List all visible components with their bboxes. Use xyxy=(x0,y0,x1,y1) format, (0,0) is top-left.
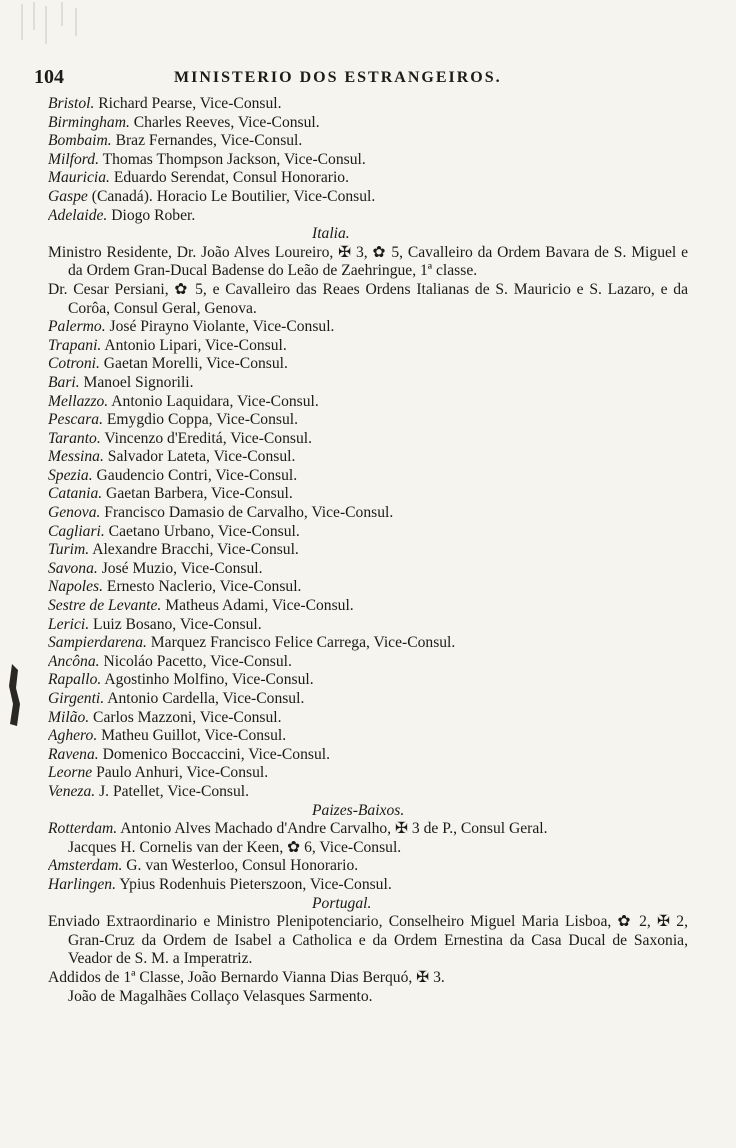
list-item: Savona. José Muzio, Vice-Consul. xyxy=(48,559,263,577)
list-item: Pescara. Emygdio Coppa, Vice-Consul. xyxy=(48,411,298,429)
ministro-paragraph: Ministro Residente, Dr. João Alves Loureiro, ✠ 3, ✿ 5, Cavalleiro da Ordem Bavara de S. Miguel e da Ordem Gran-Ducal Badense do Leão de Zaehringue, 1ª classe. xyxy=(48,243,688,280)
list-item: Turim. Alexandre Bracchi, Vice-Consul. xyxy=(48,541,299,559)
list-item: Genova. Francisco Damasio de Carvalho, Vice-Consul. xyxy=(48,504,394,522)
list-item: Sestre de Levante. Matheus Adami, Vice-Consul. xyxy=(48,597,354,615)
list-item: Rapallo. Agostinho Molfino, Vice-Consul. xyxy=(48,671,314,689)
list-item: Sampierdarena. Marquez Francisco Felice Carrega, Vice-Consul. xyxy=(48,634,456,652)
list-item: Veneza. J. Patellet, Vice-Consul. xyxy=(48,782,250,800)
list-item: Palermo. José Pirayno Violante, Vice-Consul. xyxy=(48,318,335,336)
list-item: Lerici. Luiz Bosano, Vice-Consul. xyxy=(48,615,262,633)
rotterdam-entry: Rotterdam. Antonio Alves Machado d'Andre Carvalho, ✠ 3 de P., Consul Geral. xyxy=(48,820,548,838)
consul-paragraph: Dr. Cesar Persiani, ✿ 5, e Cavalleiro das Reaes Ordens Italianas de S. Mauricio e S. Lazaro, e da Corôa, Consul Geral, Genova. xyxy=(48,280,688,317)
list-item: Amsterdam. G. van Westerloo, Consul Honorario. xyxy=(48,857,359,875)
list-item: Harlingen. Ypius Rodenhuis Pieterszoon, Vice-Consul. xyxy=(48,875,392,893)
list-item: Bristol. Richard Pearse, Vice-Consul. xyxy=(48,95,282,112)
list-item: Bombaim. Braz Fernandes, Vice-Consul. xyxy=(48,132,303,150)
jacques-entry: Jacques H. Cornelis van der Keen, ✿ 6, Vice-Consul. xyxy=(68,838,402,856)
list-item: Taranto. Vincenzo d'Ereditá, Vice-Consul. xyxy=(48,429,312,447)
section-heading-paizes-baixos: Paizes-Baixos. xyxy=(312,801,405,819)
page-number: 104 xyxy=(34,66,64,88)
list-item: Ancôna. Nicoláo Pacetto, Vice-Consul. xyxy=(48,652,292,670)
list-item: Mellazzo. Antonio Laquidara, Vice-Consul. xyxy=(48,392,319,410)
document-body xyxy=(48,95,688,1006)
list-item: Napoles. Ernesto Naclerio, Vice-Consul. xyxy=(48,578,302,596)
enviado-paragraph: Enviado Extraordinario e Ministro Plenipotenciario, Conselheiro Miguel Maria Lisboa, ✿ 2, ✠ 2, Gran-Cruz da Ordem de Isabel a Catholica e da Ordem Ernestina da Casa Ducal de Saxonia, Veador de S. M. a Imperatriz. xyxy=(48,913,688,968)
list-item: Milão. Carlos Mazzoni, Vice-Consul. xyxy=(48,708,282,726)
list-item: Trapani. Antonio Lipari, Vice-Consul. xyxy=(48,336,287,354)
list-item: Spezia. Gaudencio Contri, Vice-Consul. xyxy=(48,466,298,484)
margin-ink-mark xyxy=(4,664,28,726)
section-heading-portugal: Portugal. xyxy=(312,894,372,912)
page-header xyxy=(34,66,694,92)
joao-entry: João de Magalhães Collaço Velasques Sarmento. xyxy=(68,987,373,1005)
list-item: Catania. Gaetan Barbera, Vice-Consul. xyxy=(48,485,293,503)
list-item: Cotroni. Gaetan Morelli, Vice-Consul. xyxy=(48,355,288,373)
page-title: MINISTERIO DOS ESTRANGEIROS. xyxy=(174,69,502,86)
list-item: Girgenti. Antonio Cardella, Vice-Consul. xyxy=(48,690,305,707)
paper-bleed-marks xyxy=(12,0,102,60)
list-item: Ravena. Domenico Boccaccini, Vice-Consul. xyxy=(48,745,330,763)
list-item: Messina. Salvador Lateta, Vice-Consul. xyxy=(48,448,296,466)
list-item: Birmingham. Charles Reeves, Vice-Consul. xyxy=(48,113,320,131)
list-item: Aghero. Matheu Guillot, Vice-Consul. xyxy=(48,727,287,745)
list-item: Mauricia. Eduardo Serendat, Consul Honorario. xyxy=(48,169,349,187)
list-item: Cagliari. Caetano Urbano, Vice-Consul. xyxy=(48,522,300,540)
list-item: Milford. Thomas Thompson Jackson, Vice-Consul. xyxy=(48,150,366,168)
addidos-paragraph: Addidos de 1ª Classe, João Bernardo Vianna Dias Berquó, ✠ 3. xyxy=(48,968,445,986)
list-item: Gaspe (Canadá). Horacio Le Boutilier, Vice-Consul. xyxy=(48,187,376,205)
list-item: Adelaide. Diogo Rober. xyxy=(48,206,196,224)
section-heading-italia: Italia. xyxy=(312,225,350,243)
list-item: Bari. Manoel Signorili. xyxy=(48,373,194,391)
list-item: Leorne Paulo Anhuri, Vice-Consul. xyxy=(48,764,269,782)
